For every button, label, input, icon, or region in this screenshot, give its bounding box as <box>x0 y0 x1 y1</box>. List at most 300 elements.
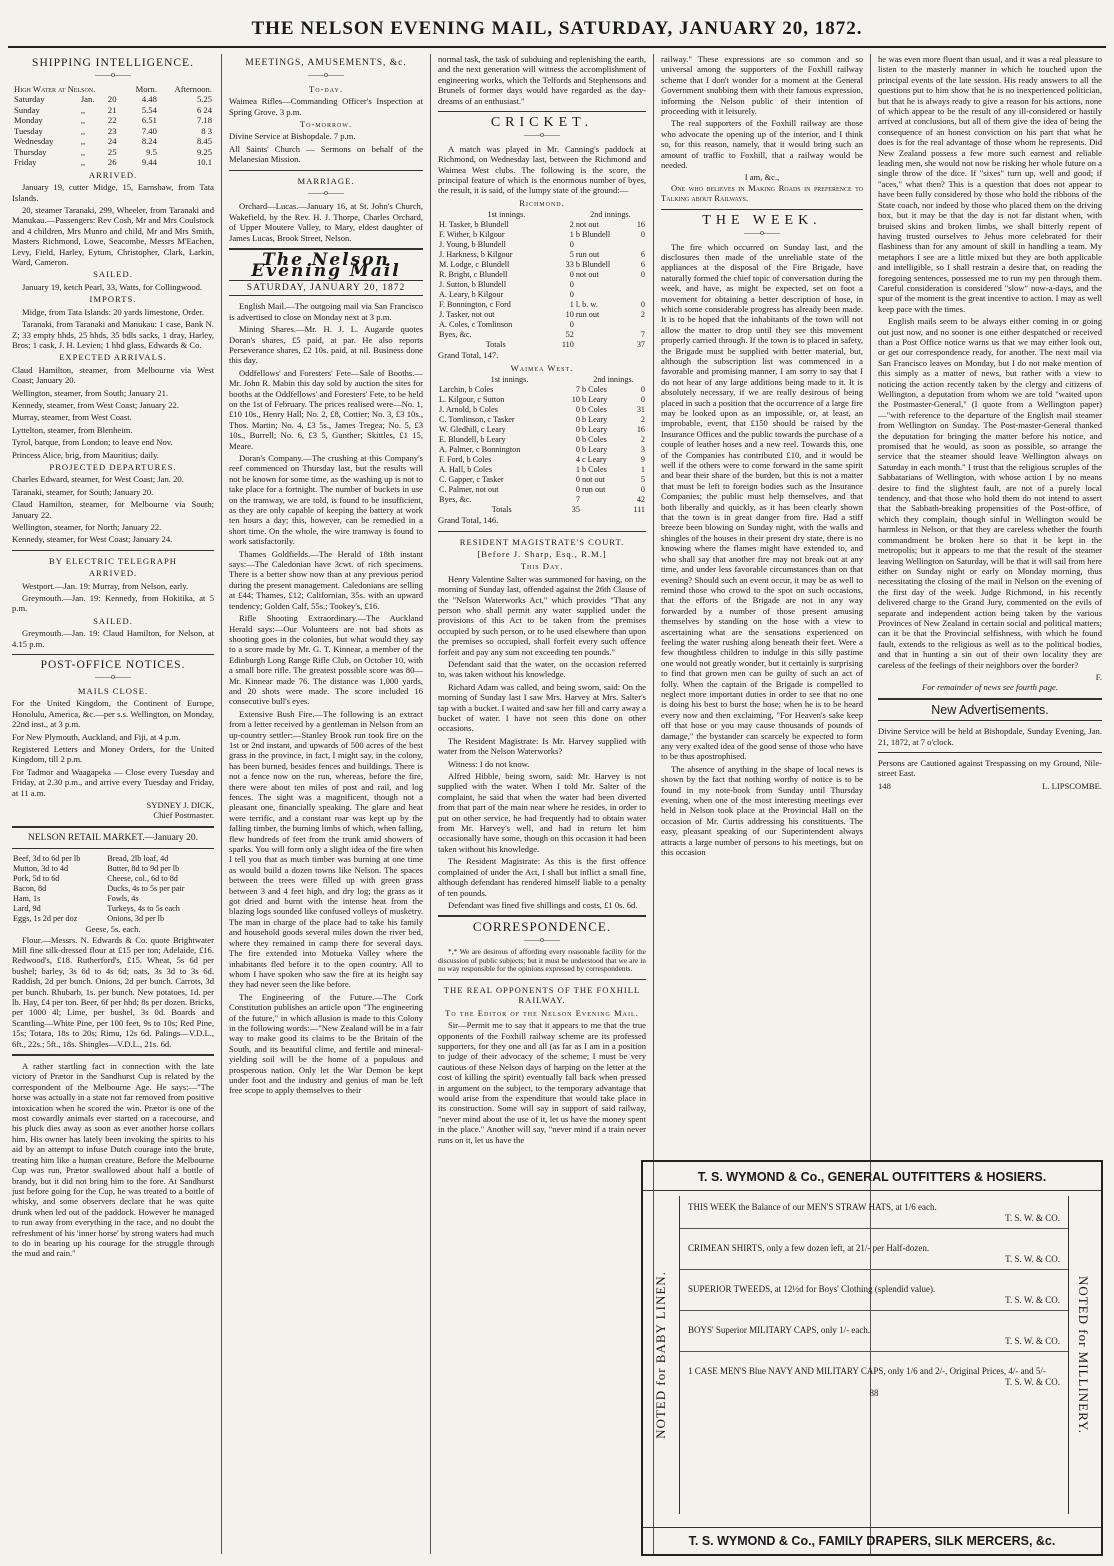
batsman: F. Wither, b Kilgour <box>439 230 505 240</box>
court-paragraph: Richard Adam was called, and being sworn, said: On the morning of Sunday last I saw Mrs. Harvey at Mrs. Salter's tap with a bucket. I waited and saw her fill and carry away a bucket of water. I have not seen this done on other occasions. <box>438 681 646 734</box>
dismissal: c Leary <box>581 455 607 465</box>
wymond-item <box>680 1311 1068 1352</box>
news-paragraph: Doran's Company.—The crushing at this Company's reef commenced on Thursday last, but the results will not be known for some time, as the washing up is not to take place for a fortnight. The number of buckets in use on the tramway, we are told, is found to be insufficient, as they are only capable of keeping the battery at work ten hours a day; this, however, can be remedied in a short time. On the whole, the wire tramway is found to work satisfactorily. <box>229 453 423 547</box>
divider <box>878 752 1102 753</box>
divider <box>12 1054 214 1056</box>
court-paragraph: The Resident Magistrate: As this is the first offence complained of under the Act, I shall but inflict a small fine, although defendant has rendered himself liable to a penalty of ten pounds. <box>438 856 646 898</box>
divider <box>12 826 214 828</box>
item-text: 1 CASE MEN'S Blue NAVY AND MILITARY CAPS, only 1/6 and 2/-, Original Prices, 4/- and 5/- <box>688 1366 1046 1376</box>
sailed-item: January 19, ketch Pearl, 33, Watts, for Collingwood. <box>22 281 203 292</box>
court-subheading: [Before J. Sharp, Esq., R.M.] <box>477 548 607 559</box>
projected-item: Charles Edward, steamer, for West Coast; Jan. 20. <box>12 474 184 485</box>
batsman: A. Leary, b Kilgour <box>439 290 504 300</box>
ad-trespass-footer <box>878 781 1102 791</box>
column-3 <box>438 54 646 1554</box>
letter-heading: THE REAL OPPONENTS OF THE FOXHILL RAILWAY. <box>443 984 641 1006</box>
totals-row <box>438 340 646 350</box>
runs: 10 <box>571 395 580 405</box>
arrival-item: January 19, cutter Midge, 15, Earnshaw, from Tata Islands. <box>12 182 214 203</box>
batsman: J. Young, b Blundell <box>439 240 506 250</box>
side-label: NOTED for MILLINERY. <box>1076 1275 1091 1435</box>
score-row <box>438 415 646 425</box>
item-number: 88 <box>869 1388 879 1398</box>
tide-aft: 8.45 <box>196 136 212 147</box>
runs: 1 <box>640 465 645 475</box>
news-paragraph: English Mail.—The outgoing mail via San Francisco is advertised to close on Monday next at 3 p.m. <box>229 301 423 322</box>
dismissal: l. b. w. <box>575 300 598 310</box>
divider <box>12 848 214 849</box>
batsman: A. Hall, b Coles <box>439 465 492 475</box>
market-text: Flour.—Messrs. N. Edwards & Co. quote Brightwater Mill fine silk-dressed flour at £15 per ton; Adelaide, £16. Redwood's, £18. Rutherford's, £15. Wheat, 5s 6d per bushel; barley, 3s 6d to 4s 6d; oats, 3s 3d to 3s 6d. Raddish, 2d per bunch. Onions, 2d per bunch. Carrots, 3d per bunch. Rhubarb, 1s. per bunch. New potatoes, 1d. per lb. Hay, £4 per ton. Beer, 6f per hhd; 8s per dozen. Bricks, per 1000 4l; Lime, per bushel, 3s 0d. Boards and Scantling—White Pine, per 100 feet, 9s to 10s; Red Pine, 15s; Totara, 18s to 20s; Rimu, 12s 6d. Palings—V.D.L., 6ft., 22s.; 5ft., 18s. Shingles—V.D.L., 21s. 6d. <box>12 934 214 1049</box>
batsman: A. Palmer, c Bonnington <box>439 445 521 455</box>
divider <box>438 531 646 532</box>
tide-date: 22 <box>107 115 117 126</box>
divider <box>12 654 214 655</box>
dismissal: b Coles <box>581 405 607 415</box>
runs: 7 <box>575 495 580 505</box>
runs: 6 <box>640 260 645 270</box>
column-2 <box>229 54 423 1554</box>
divider: ——o—— <box>95 70 131 80</box>
innings-header <box>438 375 646 385</box>
telegraph-heading: BY ELECTRIC TELEGRAPH <box>49 555 177 566</box>
runs: 0 <box>640 230 645 240</box>
item-signature: T. S. W. & CO. <box>1005 1295 1060 1305</box>
score-row <box>438 465 646 475</box>
wymond-side-left <box>646 1196 676 1514</box>
dismissal <box>575 240 631 250</box>
tomorrow-item: All Saints' Church — Sermons on behalf of the Melanesian Mission. <box>229 143 423 165</box>
divider: ——o—— <box>744 228 780 238</box>
dismissal: b Leary <box>581 445 608 455</box>
mail-item: For Tadmor and Waagapeka — Close every Tuesday and Friday, at 2.30 p.m., and arrive every Tuesday and Friday, at 11 a.m. <box>12 766 214 798</box>
tide-day: Friday <box>14 157 37 168</box>
first-innings-label: 1st innings. <box>490 375 529 385</box>
runs: 0 <box>569 280 574 290</box>
score-row <box>438 240 646 250</box>
tide-date: 26 <box>107 157 117 168</box>
total: 111 <box>633 505 645 515</box>
week-paragraph: The absence of anything in the shape of local news is shown by the fact that nothing worthy of notice is to be found in my note-book from Sunday until Thursday evening, when one of the most interesting meetings ever held in Nelson took place at the Provincial Hall on the occasion of Mr. Curtis addressing his constituents. The easy, pleasant speaking of our Superintendent always attracts a large number of persons to his meetings, but on this occasion <box>661 763 863 858</box>
shipping-heading: SHIPPING INTELLIGENCE. <box>32 57 194 69</box>
paper-title: The Nelson Evening Mail <box>251 250 401 281</box>
news-paragraph: Oddfellows' and Foresters' Fete—Sale of Booths.—Mr. John R. Mabin this day sold by auction the sites for booths at the Oddfellows' and Foresters' Fete, to be held on the 1st of February. The prices realised were—No. 1, £10 10s., Henry Hall; No. 2, £8, Cottier; No. 3, £3 10s., Thos. Martin; No. 4, £3 5s., James Tregea; No. 5, £3 10s., Burrell; No. 6, £3 5, Gunther; Skittles, £1 15, Meare. <box>229 367 423 451</box>
item-signature: T. S. W. & CO. <box>1005 1377 1060 1387</box>
score-row <box>438 475 646 485</box>
import-item: Taranaki, from Taranaki and Manukau: 1 case, Bank N. Z; 33 empty hhds, 25 hhds, 35 bdls sacks, 1 dray, Harley, Bros; 1 cask, J. H. Levien; 1 hhd glass, Edwards & Co. <box>12 319 214 350</box>
score-row <box>438 330 646 340</box>
news-paragraph: The Engineering of the Future.—The Cork Constitution publishes an article upon "The engineering of the future," in which allusion is made to this Colony in the following words:—"New Zealand will be in a fair way to make good its claims to be the Britain of the South, and its beautiful clime, and fertile and mineral-yielding soil will be the home of a populous and prosperous nation. Only let the War Demon be kept under foot and the industry and genius of man be left free scope to apply themselves to their <box>229 991 423 1096</box>
letter-continued: The real supporters of the Foxhill railway are those who advocate the opening up of the interior, and I think so, for this reason, namely, that it would bring such an amount of traffic to Foxhill, that a railway would be needed. <box>661 118 863 171</box>
item-signature: T. S. W. & CO. <box>1005 1254 1060 1264</box>
batsman: Byes, &c. <box>439 495 472 505</box>
tide-month: ,, <box>80 136 86 147</box>
court-paragraph: The Resident Magistrate: Is Mr. Harvey supplied with water from the Nelson Waterworks? <box>438 735 646 757</box>
week-paragraph: The fire which occurred on Sunday last, and the disclosures then made of the unreliable state of the appliances at the disposal of the Fire Brigade, have naturally formed the chief topic of conversation during the week, and have, as might be expected, set on foot a movement for obtaining a better description of hose, in which some considerable progress has already been made. It is to be hoped that the inhabitants of the town will not allow the matter to drop until they see this movement properly carried through. If the town is to placed in safety, the Brigade must be supplied with better material, but, although the subscription list was commenced in a favorable and promising manner, I am sorry to say that I do not hear of any large additions being made to it. It is absolutely necessary, if we are really desirous of being placed in such a position that the occurrence of a large fire may be looked upon as an impossible, or, at least, an improbable, event, that £150 should be raised by the Insurance Offices and the public towards the purchase of a couple of leather hoses and a new reel. Towards this, one of the Companies has contributed £10, and it would be well if the others were to come forward in the same spirit and bear their share of the burden, but this is not a matter that must be left to foreign bodies such as the Insurance Companies; the public must help themselves, and that both liberally and quickly, as it has been clearly shown that the town is in great danger from fire. Had a stiff breeze been blowing on Sunday night, with the walls and shingles of the houses in their present dry state, there is no knowing where the flames might have extended to, and who shall say that another fire may not break out at any time, and under less favorable circumstances than on that evening? Should such an event occur, it may be as well to remind those who crowd to the spot on such occasions, that the efforts of the Brigade are not in any way forwarded by a number of those present amusing themselves by standing on the hose with a view to ascertaining what are the sensations experienced on feeling the water rushing along beneath their feet. Were a few thoughtless children to indulge in this silly pastime one would not greatly wonder, but it certainly is surprising to find that grown men can be guilty of such an act of folly. When the captain of the Brigade is compelled to neglect more important duties in order to see that no one is doing his best to burst the hose; when he is to be heard every now and then exclaiming, "For Heaven's sake keep off that hose or you may cause thousands of pounds of damage," the bystander can scarcely be expected to form any very exalted idea of the good sense of those who have to be thus apostrophised. <box>661 241 863 762</box>
score-row <box>438 395 646 405</box>
dismissal: b Coles <box>581 435 607 445</box>
column-1 <box>12 54 214 1554</box>
totals-spacer <box>581 505 624 515</box>
tide-aft: 6 24 <box>196 104 212 115</box>
runs: 1 <box>575 465 580 475</box>
meetings-heading: MEETINGS, AMUSEMENTS, &c. <box>245 58 407 68</box>
column-rule <box>221 54 222 1554</box>
runs: 3 <box>640 445 645 455</box>
column-rule <box>430 54 431 1554</box>
runs <box>630 290 646 300</box>
wymond-item <box>680 1352 1068 1403</box>
batsman: H. Tasker, b Blundell <box>439 220 509 230</box>
divider <box>438 979 646 980</box>
tide-row <box>12 94 214 105</box>
tide-date: 21 <box>107 104 117 115</box>
telegraph-sailed-heading: SAILED. <box>93 615 133 626</box>
market-cell: Butter, 8d to 9d per lb <box>107 864 180 874</box>
tide-day: Saturday <box>14 94 45 105</box>
tide-month: Jan. <box>80 94 95 105</box>
runs: 0 <box>569 290 574 300</box>
tide-aft-label: Afternoon. <box>174 83 212 94</box>
tomorrow-item: Divine Service at Bishopdale. 7 p.m. <box>229 131 356 142</box>
dismissal: b Coles <box>581 465 607 475</box>
tide-month: ,, <box>80 157 86 168</box>
masthead: THE NELSON EVENING MAIL, SATURDAY, JANUARY 20, 1872. <box>251 18 863 39</box>
batsman: A. Coles, c Tomlinson <box>439 320 513 330</box>
market-cell: Eggs, 1s 2d per doz <box>13 914 78 924</box>
court-paragraph: Witness: I do not know. <box>448 758 530 769</box>
runs: 31 <box>636 405 645 415</box>
divider <box>878 720 1102 721</box>
new-ads-heading: New Advertisements. <box>931 702 1049 717</box>
dismissal: not out <box>575 220 599 230</box>
batsman: J. Arnold, b Coles <box>439 405 498 415</box>
expected-item: Claud Hamilton, steamer, from Melbourne via West Coast; January 20. <box>12 364 214 386</box>
divider <box>878 698 1102 700</box>
runs: 6 <box>640 250 645 260</box>
paper-dateline: SATURDAY, JANUARY 20, 1872 <box>229 280 423 296</box>
tide-morn: 4.48 <box>141 94 157 105</box>
market-cell: Ham, 1s <box>13 894 41 904</box>
projected-item: Claud Hamilton, steamer, for Melbourne via South; January 22. <box>12 499 214 520</box>
tide-header <box>12 84 214 95</box>
ad-signature: L. LIPSCOMBE. <box>1042 780 1102 791</box>
runs: 0 <box>640 395 645 405</box>
total: 35 <box>571 505 580 515</box>
runs: 0 <box>575 445 580 455</box>
market-cell: Turkeys, 4s to 5s each <box>107 904 180 914</box>
market-row <box>12 894 214 904</box>
tide-row <box>12 126 214 137</box>
engineering-continued: normal task, the task of subduing and replenishing the earth, and the next generation will witness the accomplishment of engineering works, which the Telfords and Stephensons and Brunels of former days would have regarded as the day-dreams of an enthusiast." <box>438 54 646 106</box>
score-row <box>438 445 646 455</box>
runs: 0 <box>575 475 580 485</box>
batsman: C. Tomlinson, c Tasker <box>439 415 515 425</box>
wymond-footer: T. S. WYMOND & Co., FAMILY DRAPERS, SILK MERCERS, &c. <box>643 1527 1101 1554</box>
runs: 2 <box>640 310 645 320</box>
expected-item: Princess Alice, brig, from Mauritius; daily. <box>12 449 159 460</box>
arrived-heading: ARRIVED. <box>88 169 138 180</box>
dismissal: run out <box>575 310 600 320</box>
tide-morn: 9.5 <box>146 146 157 157</box>
market-cell: Fowls, 4s <box>107 894 139 904</box>
runs: 4 <box>575 455 580 465</box>
projected-item: Wellington, steamer, for North; January 22. <box>12 522 162 532</box>
divider <box>438 915 646 917</box>
correspondence-note: *,* We are desirous of affording every reasonable facility for the discussion of public subjects; but it must be understood that we are in no way responsible for the opinions expressed by correspondents. <box>438 947 646 974</box>
runs: 1 <box>569 300 574 310</box>
letter-signature: One who believes in Making Roads in preference to Talking about Railways. <box>661 182 863 204</box>
divider: ——o—— <box>524 934 560 944</box>
tide-row <box>12 105 214 116</box>
marriage-heading: MARRIAGE. <box>297 175 355 186</box>
dismissal: not out <box>581 475 605 485</box>
batsman: R. Bright, c Blundell <box>439 270 508 280</box>
tide-aft: 10.1 <box>196 157 212 168</box>
runs: 0 <box>575 415 580 425</box>
runs <box>630 240 646 250</box>
runs: 33 <box>565 260 574 270</box>
court-paragraph: Alfred Hibble, being sworn, said: Mr. Harvey is not supplied with the water. When I told Mr. Salter of the complaint, he said that when the water had been diverted from that part of the main near where he resides, in order to put on other service, he had frequently had to obtain water from Mr. Harvey's well, and had in return let him occasionally have some, though on this occasion it had been taken without his knowledge. <box>438 771 646 854</box>
tide-aft: 5.25 <box>196 94 212 105</box>
runs: 5 <box>569 250 574 260</box>
score-row <box>438 435 646 445</box>
market-geese: Geese, 5s. each. <box>85 924 141 935</box>
market-table <box>12 854 214 924</box>
tide-morn-label: Morn. <box>135 83 157 94</box>
market-cell: Lard, 9d <box>13 904 41 914</box>
marriage-notice: Orchard—Lucas.—January 16, at St. John's Church, Wakefield, by the Rev. H. J. Thorpe, Charles Orchard, of Upper Moutere Valley, to Mary, eldest daughter of James Lucas, Brook Street, Nelson. <box>229 201 423 243</box>
runs <box>630 320 646 330</box>
dismissal: b Blundell <box>575 230 611 240</box>
market-row <box>12 884 214 894</box>
expected-item: Wellington, steamer, from South; January 21. <box>12 387 169 398</box>
runs: 2 <box>640 435 645 445</box>
telegraph-arrived-heading: ARRIVED. <box>88 568 138 579</box>
post-office-heading: POST-OFFICE NOTICES. <box>40 659 186 672</box>
wymond-item <box>680 1229 1068 1270</box>
divider: ——o—— <box>95 672 131 682</box>
side-label: NOTED for BABY LINEN. <box>653 1271 669 1439</box>
today-heading: To-day. <box>308 83 344 94</box>
runs: 0 <box>569 320 574 330</box>
item-text: THIS WEEK the Balance of our MEN'S STRAW HATS, at 1/6 each. <box>688 1202 937 1212</box>
score-row <box>438 280 646 290</box>
batsman: C. Gapper, c Tasker <box>439 475 504 485</box>
batsman: F. Ford, b Coles <box>439 455 492 465</box>
dismissal: b Leary <box>581 395 608 405</box>
totals-row <box>438 505 646 515</box>
market-row <box>12 904 214 914</box>
score-row <box>438 310 646 320</box>
market-cell: Pork, 5d to 6d <box>13 874 60 884</box>
tide-month: ,, <box>80 146 86 157</box>
dismissal: b Coles <box>581 385 607 395</box>
dismissal <box>575 280 631 290</box>
expected-item: Lyttelton, steamer, from Blenheim. <box>12 424 133 435</box>
tide-day: Tuesday <box>14 125 43 136</box>
batsman: Byes, &c. <box>439 330 472 340</box>
runs: 52 <box>565 330 574 340</box>
letter-continued: railway." These expressions are so common and so universal among the supporters of the Foxhill railway scheme that I don't wonder for a moment at the General Government snubbing them with their famous expression, informing the Nelson public of their intention of proceeding with it leisurely. <box>661 54 863 117</box>
score-row <box>438 455 646 465</box>
market-cell: Mutton, 3d to 4d <box>13 864 69 874</box>
tide-aft: 7.18 <box>196 115 212 126</box>
letter-addressee: To the Editor of the Nelson Evening Mail. <box>445 1007 639 1018</box>
market-cell: Beef, 3d to 6d per lb <box>13 854 81 864</box>
score-row <box>438 230 646 240</box>
mail-item: For the United Kingdom, the Continent of Europe, Honolulu, America, &c.—per s.s. Wellington, on Monday, 22nd inst., at 3 p.m. <box>12 698 214 730</box>
postmaster-title: Chief Postmaster. <box>153 810 214 821</box>
score-row <box>438 220 646 230</box>
wymond-side-right <box>1068 1196 1098 1514</box>
market-cell: Bread, 2lb loaf, 4d <box>107 854 169 864</box>
dismissal: b Leary <box>581 415 608 425</box>
totals-label: Totals <box>491 505 512 515</box>
runs: 16 <box>636 220 645 230</box>
batsman: Larchin, b Coles <box>439 385 494 395</box>
tide-date: 23 <box>107 125 117 136</box>
divider <box>661 209 863 210</box>
divider <box>438 111 646 112</box>
tide-morn: 7.40 <box>141 125 157 136</box>
expected-heading: EXPECTED ARRIVALS. <box>59 352 167 363</box>
divider: ——o—— <box>524 130 560 140</box>
cricket-intro: A match was played in Mr. Canning's paddock at Richmond, on Wednesday last, between the Richmond and Waimea West clubs. The following is the score, the principal feature of which is the enormous number of byes, the result, it is said, of the lumpy state of the ground:— <box>438 143 646 196</box>
letter-body: Sir—Permit me to say that it appears to me that the true opponents of the Foxhill railway scheme are its professed supporters, for they one and all (as far as I am in a position to judge of their advocacy of the scheme; I must be very cautious of these Nelson days of harping on the letter at the cost of killing the spirit) eventually fall back when pressed in argument on the subject, to the temporary advantage that would arise from the expenditure that would take place in its construction. Some will say in support of said railway, "never mind about the use of it, let us have the money spent in the place." Another will say, "never mind if a train never runs on it, let us have the <box>438 1020 646 1145</box>
market-row <box>12 854 214 864</box>
dismissal <box>575 330 631 340</box>
total: 37 <box>636 340 645 350</box>
richmond-scorecard <box>438 210 646 350</box>
tide-morn: 6.51 <box>141 115 157 126</box>
tide-date: 25 <box>107 146 117 157</box>
runs: 0 <box>640 270 645 280</box>
runs: 1 <box>569 230 574 240</box>
runs: 0 <box>640 385 645 395</box>
news-paragraph: Rifle Shooting Extraordinary.—The Auckland Herald says:—Our Volunteers are not bad shots as shooting goes in the colonies, but what would they say to a score made by Mr. G. T. Kinnear, a member of the Edinburgh Long Range Rifle Club, on October 10, with a small bore rifle. The greatest possible score was 80—Mr. Kinnear made 76. The distance was 1,000 yards, and 20 shots were made. The score included 16 consecutive bull's eyes. <box>229 613 423 707</box>
dismissal: b Blundell <box>575 260 611 270</box>
totals-label: Totals <box>485 340 506 350</box>
item-text: SUPERIOR TWEEDS, at 12½d for Boys' Clothing (splendid value). <box>688 1284 936 1294</box>
week-heading: THE WEEK. <box>702 212 822 228</box>
cricket-heading: CRICKET. <box>490 115 594 131</box>
runs: 0 <box>575 405 580 415</box>
ad-number: 148 <box>878 780 891 791</box>
expected-item: Kennedy, steamer, from West Coast; January 22. <box>12 399 179 410</box>
court-heading: RESIDENT MAGISTRATE'S COURT. <box>459 536 625 547</box>
projected-item: Taranaki, steamer, for South; January 20. <box>12 486 154 497</box>
runs: 9 <box>640 455 645 465</box>
tide-month: ,, <box>80 104 86 115</box>
batsman: F. Bonnington, c Ford <box>439 300 511 310</box>
news-paragraph: Mining Shares.—Mr. H. J. L. Augarde quotes Doran's shares, £5 paid, at par. He also reports Perseverance shares, £2 10s. paid, at nil. Business done this day. <box>229 324 423 366</box>
tomorrow-heading: To-morrow. <box>299 119 353 130</box>
score-row <box>438 425 646 435</box>
waimea-scorecard <box>438 375 646 515</box>
market-cell: Cheese, col., 6d to 8d <box>107 874 178 884</box>
market-heading: NELSON RETAIL MARKET.—January 20. <box>28 832 198 843</box>
batsman: L. Kilgour, c Sutton <box>439 395 505 405</box>
second-innings-label: 2nd innings. <box>590 210 631 220</box>
telegraph-item: Greymouth.—Jan. 19: Kennedy, from Hokitika, at 5 p.m. <box>12 593 214 614</box>
tide-aft: 9.25 <box>196 146 212 157</box>
runs: 0 <box>569 270 574 280</box>
court-paragraph: Henry Valentine Salter was summoned for having, on the morning of Sunday last, offended against the 26th Clause of the "Nelson Waterworks Act," which provides "That any person who shall permit any water supplied under the provisions of this Act to be taken from the premises occupied by such person, or to be used elsewhere than upon the premises so occupied, shall forfeit every such offence forfeit and pay any sum not exceeding ten pounds." <box>438 573 646 657</box>
tide-row <box>12 157 214 168</box>
runs: 2 <box>640 415 645 425</box>
richmond-grand-total: Grand Total, 147. <box>438 350 499 361</box>
tide-day: Monday <box>14 115 43 126</box>
ad-trespass: Persons are Cautioned against Trespassing on my Ground, Nile-street East. <box>878 758 1102 779</box>
market-row <box>12 874 214 884</box>
score-row <box>438 250 646 260</box>
innings-header <box>438 210 646 220</box>
wymond-item <box>680 1270 1068 1311</box>
wymond-title: T. S. WYMOND & Co., GENERAL OUTFITTERS & HOSIERS. <box>643 1162 1101 1191</box>
tide-day: Sunday <box>14 104 40 115</box>
arrival-item: 20, steamer Taranaki, 299, Wheeler, from Taranaki and Manukau.—Passengers: Rev Cosh, Mr and Mrs Coulstock and 4 children, Mrs Munro and child, Mr and Mrs Smith, Masters Richmond, Lowe, Seacombe, Messrs M'Eachen, Levy, Field, Harley, Eytum, Christopher, Clark, Larkin, Ward, Cameron. <box>12 205 214 268</box>
score-row <box>438 270 646 280</box>
market-cell: Onions, 3d per lb <box>107 914 165 924</box>
runs: 0 <box>575 425 580 435</box>
mails-close-heading: MAILS CLOSE. <box>77 685 149 696</box>
mail-item: For New Plymouth, Auckland, and Fiji, at 4 p.m. <box>12 731 181 742</box>
wymond-items <box>679 1196 1069 1514</box>
total: 110 <box>561 340 574 350</box>
today-item: Waimea Rifles—Commanding Officer's Inspection at Spring Grove. 3 p.m. <box>229 96 423 117</box>
runs: 0 <box>569 240 574 250</box>
week-continued: English mails seem to be always either coming in or going out just now, and no sooner is one either despatched or received than a Post Office notice warns us that we may either look out, or get our correspondence ready, for another. The next mail via San Francisco leaves on Monday, but I do not make mention of this simply as a matter of news, but rather with a view to noticing the action recently taken by the clergy and citizens of Wellington, a deputation from whom we are told "waited upon the Postmaster-General," (I quote from a Wellington paper)—"with reference to the departure of the English mail steamer from Wellington on Sunday. The Post-master-General thanked the deputation for bringing the matter before his notice, and promised that he would, as soon as possible, so arrange the service that the steamer should leave Wellington always on Saturday in each month." I trust that the religious scruples of the Sabbatarians of Wellington, with whose action I by no means desire to find the slightest fault, are not of a purely local tendency, and that those who hold them do not intend to assert that the Sabbath-breaking propensities of the Post-office, of which they complain, though sinful in Wellington would be harmless in Nelson, or that they are careless whether the fourth commandment be broken here so that it be kept in the metropolis; but it appears to me that the result of the steamer leaving Wellington on Saturday, will be that it will sail from here either on Sunday night or early on Monday morning, thus necessitating the closing of the mail in Nelson on the evening of the first day of the week. Judge Richmond, in his recently delivered charge to the Grand Jury, commented on the evils of separate and independent action being taken by the various Provinces of New Zealand in certain social and political matters; can it be that the Provincial selfishness, with which he found fault, extends to the religious as well as to the political bodies, and that in hunting a sin out of their own locality they are careless of the feelings of their neighbors over the border? <box>878 316 1102 670</box>
runs: 16 <box>636 425 645 435</box>
remainder-note: For remainder of news see fourth page. <box>922 682 1058 693</box>
runs: 0 <box>575 435 580 445</box>
tide-date: 24 <box>107 136 117 147</box>
item-text: BOYS' Superior MILITARY CAPS, only 1/- each. <box>688 1325 871 1335</box>
batsman: J. Harkness, b Kilgour <box>439 250 513 260</box>
tide-row <box>12 136 214 147</box>
batsman: C. Palmer, not out <box>439 485 499 495</box>
market-cell: Bacon, 8d <box>13 884 47 894</box>
week-continued: he was even more fluent than usual, and it was a real pleasure to listen to the masterly manner in which he touched upon the principal events of the late session. His ready answers to all the questions put to him show that he is no inexperienced politician, but that he is always ready to give a reason for his actions, none of which appear to be the result of any ill-considered or hastily arrived at conclusions, but all of them give the idea of being the consequence of an honest conviction on his part that what he does is for the real advantage of those whom he represents. Did New Zealand possess a few more such earnest and reliable leading men, she would not now be risking her whole future on a single throw of the dice. If "sixes" turn up, well and good; if "aces," what then? This is a question that does not appear to have been fully considered by those who hold the ribbons of the State coach, nor indeed by those who placed them on the driving box, but it may be that the day is not far distant when, with bruised skins and broken limbs, we shall bitterly repent of having trusted ourselves to Jehus more celebrated for their flashiness than for any amount of skill in handling a team. My metaphors I see are a little mixed but they are both applicable and intelligible, so I shall restrain a desire that, on reading the foregoing sentences, possessed me to run my pen through them. Careful consideration is considered "slow" now-a-days, and the spur of the moment is the great incentive to action. I may as well keep pace with the times. <box>878 54 1102 314</box>
runs: 5 <box>640 475 645 485</box>
tide-date: 20 <box>107 94 117 105</box>
wymond-advertisement <box>641 1160 1103 1556</box>
score-row <box>438 385 646 395</box>
news-paragraph: Thames Goldfields.—The Herald of 18th instant says:—The Caledonian have 3cwt. of rich specimens. There is a better show now than at any previous period during the present management. Caledonians are selling at £44; Thames, £12; Californian, 35s. with an upward tendency; Golden Calf, 55s.; Tookey's, £16. <box>229 548 423 611</box>
batsman: W. Gledhill, c Leary <box>439 425 506 435</box>
praetor-article: A rather startling fact in connection with the late victory of Prætor in the Sandhurst Cup is related by the correspondent of the Melbourne Age. He says:—"The horse was actually in a state not far removed from positive intoxication when he scored the win. Prætor is one of the most cowardly animals ever started on a racecourse, and his pluck dies away as soon as ever another horse collars him. His owner has lately been invoking the spirits to his aid by an attempt to infuse Dutch courage into the brute, treating him like a human creature. Before the Melbourne Cup was run, Prætor swallowed about half a bottle of brandy, but it did not bring him to the fore. At Sandhurst just before going for the Cup, he was treated to a bottle of whisky, and some observers declare that he was quite drunk when led out of the paddock. However he managed to run away from everything in the race, and no doubt the refreshment of his 'inner horse' by strong waters had much to do in bearing up his courage for the struggle through the mud and rain." <box>12 1061 214 1259</box>
dismissal <box>575 290 631 300</box>
item-signature: T. S. W. & CO. <box>1005 1336 1060 1346</box>
score-row <box>438 300 646 310</box>
waimea-grand-total: Grand Total, 146. <box>438 515 499 526</box>
imports-heading: IMPORTS. <box>89 294 137 305</box>
dismissal <box>575 320 631 330</box>
runs: 2 <box>569 220 574 230</box>
tide-morn: 9.44 <box>141 157 157 168</box>
batsman: M. Lodge, c Blundell <box>439 260 510 270</box>
correspondence-heading: CORRESPONDENCE. <box>472 919 612 935</box>
item-signature: T. S. W. & CO. <box>1005 1213 1060 1223</box>
tide-month: ,, <box>80 115 86 126</box>
tide-month: ,, <box>80 125 86 136</box>
tide-row <box>12 147 214 158</box>
dismissal: run out <box>581 485 606 495</box>
score-row <box>438 320 646 330</box>
score-row <box>438 260 646 270</box>
runs: 10 <box>565 310 574 320</box>
